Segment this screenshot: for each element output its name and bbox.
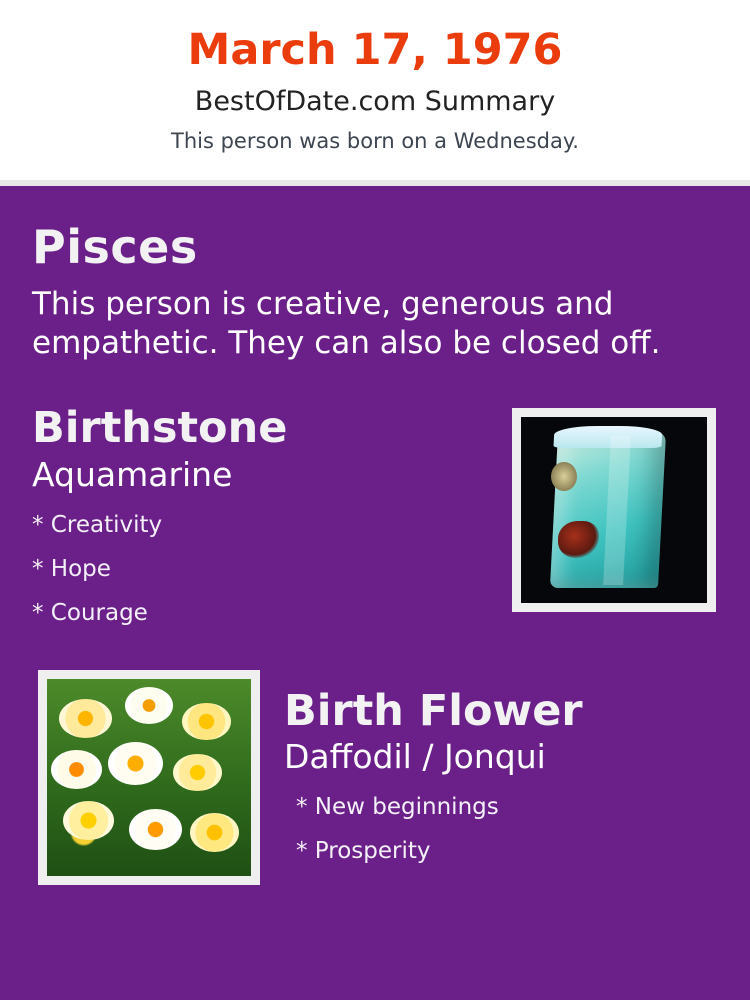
content-panel	[0, 186, 750, 1000]
flower-bloom-shape	[51, 750, 102, 789]
birthflower-photo	[38, 670, 260, 885]
zodiac-sign-name: Pisces	[32, 220, 198, 274]
birthstone-section	[32, 402, 718, 636]
birthstone-photo	[512, 408, 716, 612]
gem-inclusion-shape	[551, 462, 577, 492]
birth-day-text: This person was born on a Wednesday.	[171, 129, 579, 154]
page-title: March 17, 1976	[187, 25, 563, 75]
birthstone-photo-image	[521, 417, 707, 603]
gem-top-shape	[554, 426, 663, 448]
birthflower-title: Birth Flower	[284, 685, 583, 736]
birthstone-trait: * Courage	[32, 599, 148, 626]
birthstone-trait: * Hope	[32, 555, 111, 582]
flower-bloom-shape	[129, 809, 182, 850]
flower-bloom-shape	[182, 703, 231, 740]
site-name: BestOfDate.com Summary	[194, 86, 556, 118]
zodiac-section	[32, 186, 718, 364]
flower-bloom-shape	[59, 699, 112, 738]
birthflower-text	[284, 670, 718, 865]
zodiac-description: This person is creative, generous and empathetic. They can also be closed off.	[32, 285, 661, 362]
flower-bloom-shape	[190, 813, 239, 852]
birthstone-trait: * Creativity	[32, 511, 163, 538]
birthflower-trait: * Prosperity	[296, 837, 431, 864]
birthflower-photo-image	[47, 679, 251, 876]
birthflower-section	[32, 670, 718, 890]
birthflower-trait: * New beginnings	[296, 793, 499, 820]
birthstone-title: Birthstone	[32, 402, 288, 453]
birthstone-name: Aquamarine	[32, 455, 233, 495]
birthflower-name: Daffodil / Jonqui	[284, 737, 546, 777]
card-header	[0, 0, 750, 180]
